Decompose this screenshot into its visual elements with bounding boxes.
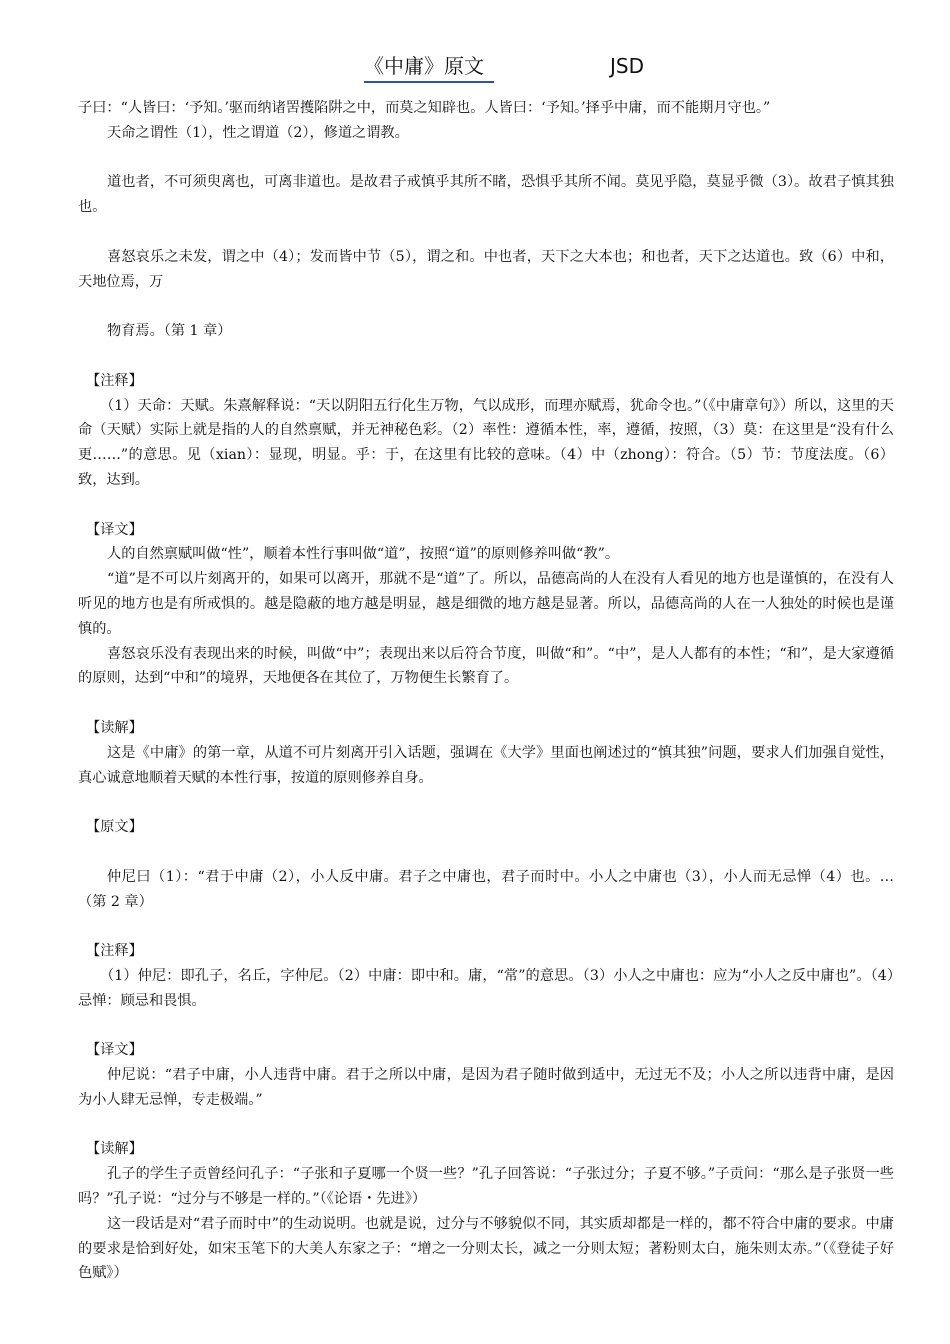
chapter2-reading-p1: 孔子的学生子贡曾经问孔子：“子张和子夏哪一个贤一些？”孔子回答说：“子张过分；子夏不够。”子贡问：“那么是子张贤一些吗？”孔子说：“过分与不够是一样的。”（《论语・先进》） xyxy=(78,1166,894,1208)
chapter2-reading-p2: 这一段话是对“君子而时中”的生动说明。也就是说，过分与不够貌似不同，其实质却都是一样的，都不符合中庸的要求。中庸的要求是恰到好处，如宋玉笔下的大美人东家之子：“增之一分则太长，减之一分则太短；著粉则太白，施朱则太赤。”（《登徒子好色赋》） xyxy=(78,1215,894,1282)
spacer xyxy=(78,146,894,171)
spacer xyxy=(78,1013,894,1038)
chapter1-original-p3: 喜怒哀乐之未发，谓之中（4）；发而皆中节（5），谓之和。中也者，天下之大本也；和也者，天下之达道也。致（6）中和，天地位焉，万 xyxy=(78,248,894,290)
spacer xyxy=(78,1113,894,1138)
page-header xyxy=(0,52,950,84)
chapter2-original: 仲尼曰（1）：“君于中庸（2），小人反中庸。君子之中庸也，君子而时中。小人之中庸也（3），小人而无忌惮（4）也。…（第 2 章） xyxy=(78,868,894,910)
document-code: JSD xyxy=(610,54,644,78)
chapter1-translation-heading: 【译文】 xyxy=(86,521,143,538)
document-body xyxy=(78,96,894,1286)
spacer xyxy=(78,344,894,369)
chapter1-original-p2: 道也者，不可须臾离也，可离非道也。是故君子戒慎乎其所不睹，恐惧乎其所不闻。莫见乎隐，莫显乎微（3）。故君子慎其独也。 xyxy=(78,174,894,216)
chapter1-intro: 子曰：“人皆曰：‘予知。’驱而纳诸罟擭陷阱之中，而莫之知辟也。人皆曰：‘予知。’择乎中庸，而不能期月守也。” xyxy=(78,100,771,116)
spacer xyxy=(78,691,894,716)
chapter1-notes-heading: 【注释】 xyxy=(86,372,143,389)
spacer xyxy=(78,840,894,865)
chapter1-reading-p1: 这是《中庸》的第一章，从道不可片刻离开引入话题，强调在《大学》里面也阐述过的“慎其独”问题，要求人们加强自觉性，真心诚意地顺着天赋的本性行事，按道的原则修养自身。 xyxy=(78,744,894,786)
chapter1-translation-p3: 喜怒哀乐没有表现出来的时候，叫做“中”；表现出来以后符合节度，叫做“和”。“中”，是人人都有的本性；“和”，是大家遵循的原则，达到“中和”的境界，天地便各在其位了，万物便生长繁育了。 xyxy=(78,645,894,687)
chapter1-original-p1: 天命之谓性（1），性之谓道（2），修道之谓教。 xyxy=(107,124,409,141)
spacer xyxy=(78,790,894,815)
chapter2-translation: 仲尼说：“君子中庸，小人违背中庸。君于之所以中庸，是因为君子随时做到适中，无过无不及；小人之所以违背中庸，是因为小人肆无忌惮，专走极端。” xyxy=(78,1067,894,1108)
chapter1-original-p4: 物育焉。（第 1 章） xyxy=(107,323,232,340)
chapter2-notes-heading: 【注释】 xyxy=(86,943,143,960)
chapter1-translation-p1: 人的自然禀赋叫做“性”，顺着本性行事叫做“道”，按照“道”的原则修养叫做“教”。 xyxy=(107,546,620,563)
spacer xyxy=(78,914,894,939)
chapter1-reading-heading: 【读解】 xyxy=(86,719,143,736)
spacer xyxy=(78,294,894,319)
chapter2-translation-heading: 【译文】 xyxy=(86,1042,143,1059)
document-title: 《中庸》原文 xyxy=(364,54,484,78)
spacer xyxy=(78,220,894,245)
chapter1-translation-p2: “道”是不可以片刻离开的，如果可以离开，那就不是“道”了。所以，品德高尚的人在没有人看见的地方也是谨慎的，在没有人听见的地方也是有所戒惧的。越是隐蔽的地方越是明显，越是细微的地方越是显著。所以，品德高尚的人在一人独处的时候也是谨慎的。 xyxy=(78,571,894,637)
chapter2-original-heading: 【原文】 xyxy=(86,819,143,836)
title-underline xyxy=(364,81,494,83)
spacer xyxy=(78,493,894,518)
chapter2-reading-heading: 【读解】 xyxy=(86,1141,143,1158)
chapter1-notes: （1）天命：天赋。朱熹解释说：“天以阴阳五行化生万物，气以成形，而理亦赋焉，犹命令也。”（《中庸章句》）所以，这里的天命（天赋）实际上就是指的人的自然禀赋，并无神秘色彩。（2）率性：遵循本性，率，遵循，按照，（3）莫：在这里是“没有什么更……”的意思。见（xian）：显现，明显。乎：于，在这里有比较的意味。（4）中（zhong）：符合。（5）节：节度法度。（6）致，达到。 xyxy=(78,397,894,488)
chapter2-notes: （1）仲尼：即孔子，名丘，字仲尼。（2）中庸：即中和。庸，“常”的意思。（3）小人之中庸也：应为“小人之反中庸也”。（4）忌惮：顾忌和畏惧。 xyxy=(78,967,894,1009)
